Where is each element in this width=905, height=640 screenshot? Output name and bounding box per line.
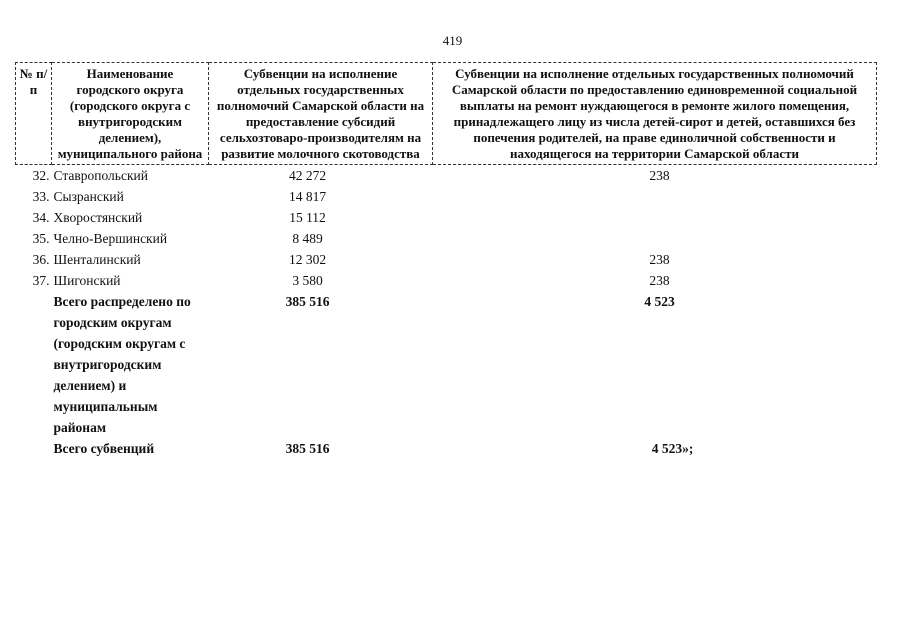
total-distributed-label: Всего распределено по городским округам (городским округам с внутригородским делением) и муниципальным районам xyxy=(53,294,191,435)
grand-total-row xyxy=(16,438,877,459)
grand-total-col2: 4 523»; xyxy=(651,441,694,456)
total-distributed-col2: 4 523 xyxy=(644,294,675,309)
row-col1: 12 302 xyxy=(288,252,327,267)
row-name: Сызранский xyxy=(53,189,124,204)
row-name: Ставропольский xyxy=(53,168,148,183)
row-name: Хворостянский xyxy=(53,210,143,225)
row-num: 34. xyxy=(32,210,50,225)
table-row xyxy=(16,228,877,249)
subventions-table xyxy=(15,62,877,459)
row-col1: 3 580 xyxy=(292,273,323,288)
row-num: 35. xyxy=(32,231,50,246)
row-num: 32. xyxy=(32,168,50,183)
row-num: 33. xyxy=(32,189,50,204)
row-name: Шенталинский xyxy=(53,252,141,267)
row-col1: 42 272 xyxy=(288,168,327,183)
header-name: Наименование городского округа (городского округа с внутригородским делением), муниципального района xyxy=(52,63,209,165)
row-num: 37. xyxy=(32,273,50,288)
row-col2: 238 xyxy=(649,252,670,267)
table-row xyxy=(16,186,877,207)
table-header-row xyxy=(16,63,877,165)
page-number: 419 xyxy=(442,33,463,48)
row-col1: 15 112 xyxy=(289,210,326,225)
row-num: 36. xyxy=(32,252,50,267)
total-distributed-col1: 385 516 xyxy=(285,294,330,309)
table-row xyxy=(16,207,877,228)
grand-total-col1: 385 516 xyxy=(285,441,330,456)
row-col1: 14 817 xyxy=(288,189,327,204)
table-row xyxy=(16,249,877,270)
row-name: Челно-Вершинский xyxy=(53,231,168,246)
table-row xyxy=(16,270,877,291)
row-col2: 238 xyxy=(649,168,670,183)
header-num: № п/п xyxy=(16,63,52,165)
header-col2: Субвенции на исполнение отдельных государственных полномочий Самарской области по предоставлению единовременной социальной выплаты на ремонт нуждающегося в ремонте жилого помещения, принадлежащего лицу из числа детей-сирот и детей, оставшихся без попечения родителей, на праве единоличной собственности и находящегося на территории Самарской области xyxy=(433,63,877,165)
total-distributed-row xyxy=(16,291,877,438)
row-col2: 238 xyxy=(649,273,670,288)
table-row xyxy=(16,165,877,187)
grand-total-label: Всего субвенций xyxy=(53,441,155,456)
header-col1: Субвенции на исполнение отдельных государственных полномочий Самарской области на предоставление субсидий сельхозтоваро-производителям на развитие молочного скотоводства xyxy=(209,63,433,165)
row-name: Шигонский xyxy=(53,273,121,288)
row-col1: 8 489 xyxy=(292,231,323,246)
